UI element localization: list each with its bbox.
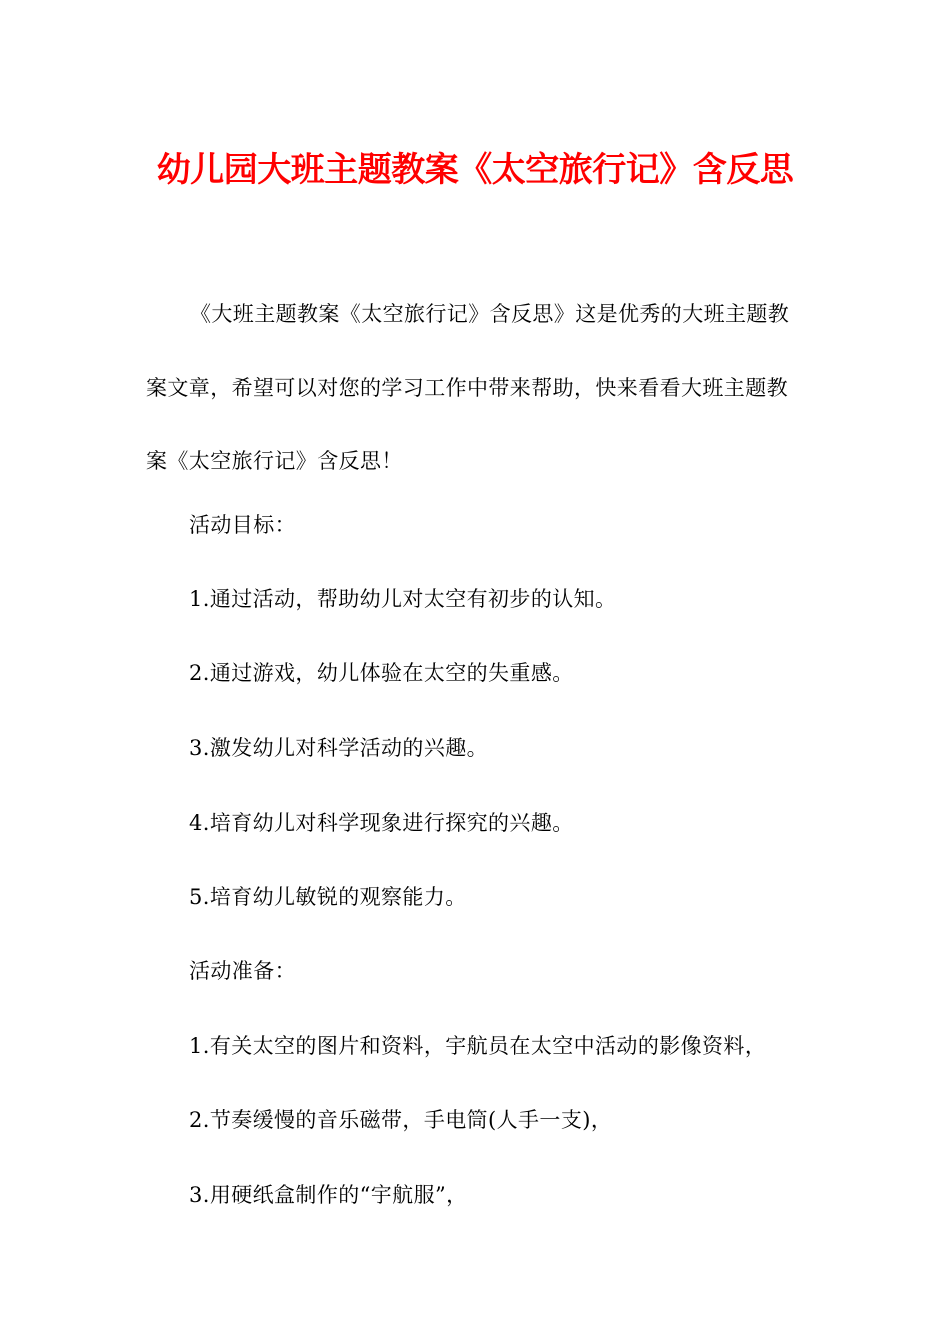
prep-item-3: 3.用硬纸盒制作的“宇航服”，: [189, 1183, 468, 1207]
goals-heading: 活动目标：: [189, 513, 296, 537]
goal-item-1: 1.通过活动，帮助幼儿对太空有初步的认知。: [189, 587, 617, 611]
prep-item-2: 2.节奏缓慢的音乐磁带，手电筒(人手一支)，: [189, 1108, 613, 1132]
page-title: 幼儿园大班主题教案《太空旅行记》含反思: [156, 150, 794, 190]
goal-item-5: 5.培育幼儿敏锐的观察能力。: [189, 885, 467, 909]
goal-item-3: 3.激发幼儿对科学活动的兴趣。: [189, 736, 489, 760]
intro-paragraph: 《大班主题教案《太空旅行记》含反思》这是优秀的大班主题教案文章，希望可以对您的学习工作中带来帮助，快来看看大班主题教案《太空旅行记》含反思！: [146, 302, 790, 473]
prep-item-1: 1.有关太空的图片和资料，宇航员在太空中活动的影像资料，: [189, 1034, 767, 1058]
prep-heading: 活动准备：: [189, 959, 296, 983]
goal-item-2: 2.通过游戏，幼儿体验在太空的失重感。: [189, 661, 574, 685]
goal-item-4: 4.培育幼儿对科学现象进行探究的兴趣。: [189, 811, 574, 835]
